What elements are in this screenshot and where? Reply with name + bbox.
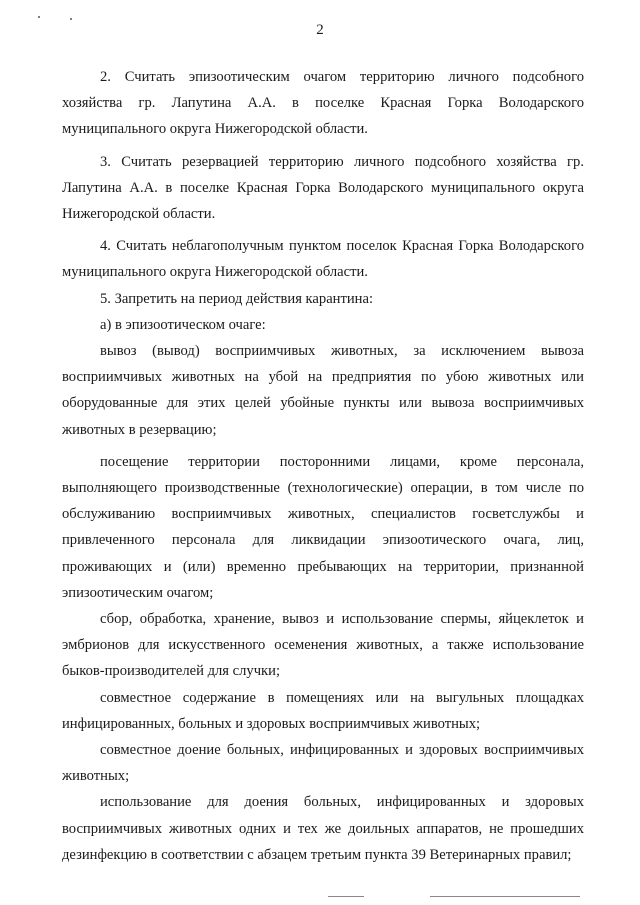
scan-speck <box>70 18 72 20</box>
paragraph: 3. Считать резервацией территорию личного подсобного хозяйства гр. Лапутина А.А. в поселке Красная Горка Володарского муниципального округа Нижегородской области. <box>62 153 584 223</box>
paragraph: посещение территории посторонними лицами, кроме персонала, выполняющего производственные (технологические) операции, в том числе по обслуживанию восприимчивых животных, специалистов госветслужбы и привлеченного персонала для ликвидации эпизоотического очага, лиц, проживающих и (или) временно пребывающих на территории, признанной эпизоотическим очагом; <box>62 453 584 601</box>
paragraph: совместное доение больных, инфицированных и здоровых восприимчивых животных; <box>62 742 584 785</box>
paragraph: 4. Считать неблагополучным пунктом поселок Красная Горка Володарского муниципального округа Нижегородской области. <box>62 238 584 281</box>
paragraph: сбор, обработка, хранение, вывоз и использование спермы, яйцеклеток и эмбрионов для искусственного осеменения животных, а также использование быков-производителей для случки; <box>62 611 584 680</box>
paragraph: использование для доения больных, инфицированных и здоровых восприимчивых животных одних и тех же доильных аппаратов, не прошедших дезинфекцию в соответствии с абзацем третьим пункта 39 Ветеринарных правил; <box>62 794 584 863</box>
page-number: 2 <box>316 22 324 38</box>
paragraph: вывоз (вывод) восприимчивых животных, за исключением вывоза восприимчивых животных на убой на предприятия по убою животных или оборудованные для этих целей убойные пункты или вывоза восприимчивых животных в резервацию; <box>62 343 584 438</box>
document-body <box>62 64 584 868</box>
paragraph: а) в эпизоотическом очаге: <box>100 316 266 333</box>
scan-edge-line <box>430 896 580 897</box>
scan-speck <box>38 16 40 18</box>
paragraph: совместное содержание в помещениях или на выгульных площадках инфицированных, больных и здоровых восприимчивых животных; <box>62 689 584 732</box>
paragraph: 5. Запретить на период действия карантина: <box>100 290 374 307</box>
paragraph: 2. Считать эпизоотическим очагом территорию личного подсобного хозяйства гр. Лапутина А.А. в поселке Красная Горка Володарского муниципального округа Нижегородской области. <box>62 69 584 138</box>
scan-edge-line <box>328 896 364 897</box>
